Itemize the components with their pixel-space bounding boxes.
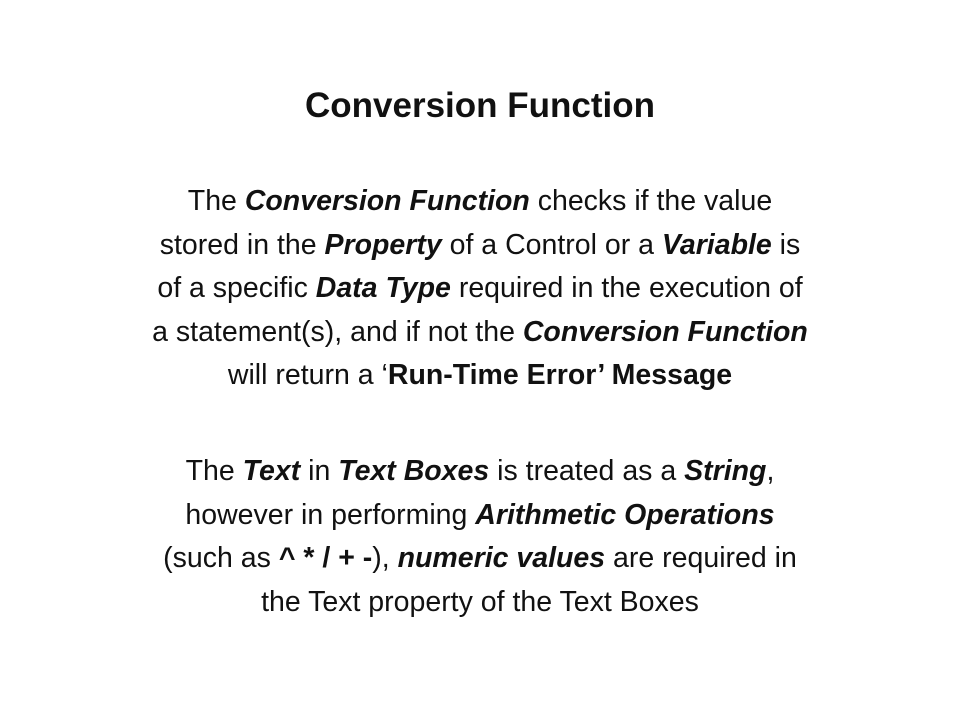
emphasis-text: Variable bbox=[661, 228, 772, 261]
text-run: The bbox=[185, 455, 243, 487]
text-run: (such as bbox=[163, 542, 279, 574]
emphasis-text: Arithmetic Operations bbox=[475, 498, 775, 531]
paragraph-line bbox=[40, 581, 920, 625]
emphasis-text: numeric values bbox=[397, 542, 606, 574]
text-run: The bbox=[187, 185, 245, 217]
text-run: are required in bbox=[605, 542, 797, 574]
text-run: checks if the value bbox=[529, 185, 773, 217]
text-run: stored in the bbox=[159, 228, 325, 261]
emphasis-text: Text Boxes bbox=[338, 455, 490, 487]
paragraph-line bbox=[40, 494, 920, 538]
paragraph-line bbox=[40, 537, 920, 581]
emphasis-text: Conversion Function bbox=[522, 315, 808, 348]
paragraph-line bbox=[40, 354, 920, 398]
text-run: the Text property of the Text Boxes bbox=[261, 585, 699, 618]
text-run: , bbox=[766, 455, 775, 487]
text-run: in bbox=[300, 455, 339, 487]
emphasis-text: Text bbox=[242, 455, 301, 487]
paragraph-line bbox=[40, 267, 920, 311]
bold-text: Run-Time Error’ Message bbox=[387, 359, 733, 391]
text-run: of a specific bbox=[157, 272, 316, 304]
emphasis-text: String bbox=[684, 455, 767, 487]
slide-title: Conversion Function bbox=[305, 86, 655, 125]
conversion-function-paragraph bbox=[40, 180, 920, 398]
paragraph-line bbox=[40, 311, 920, 355]
text-run: is bbox=[771, 228, 801, 261]
paragraph-line bbox=[40, 224, 920, 268]
text-run: however in performing bbox=[185, 498, 476, 531]
paragraph-line bbox=[40, 180, 920, 224]
emphasis-text: Conversion Function bbox=[244, 185, 530, 217]
text-run: ), bbox=[372, 542, 398, 574]
text-run: will return a ‘ bbox=[227, 359, 388, 391]
text-run: a statement(s), and if not the bbox=[152, 315, 523, 348]
text-run: required in the execution of bbox=[450, 272, 803, 304]
text-run: of a Control or a bbox=[441, 228, 662, 261]
emphasis-text: Property bbox=[324, 228, 442, 261]
paragraph-line bbox=[40, 450, 920, 494]
text-run: is treated as a bbox=[489, 455, 685, 487]
text-boxes-paragraph bbox=[40, 450, 920, 624]
bold-text: ^ * / + - bbox=[278, 542, 373, 574]
emphasis-text: Data Type bbox=[315, 272, 451, 304]
